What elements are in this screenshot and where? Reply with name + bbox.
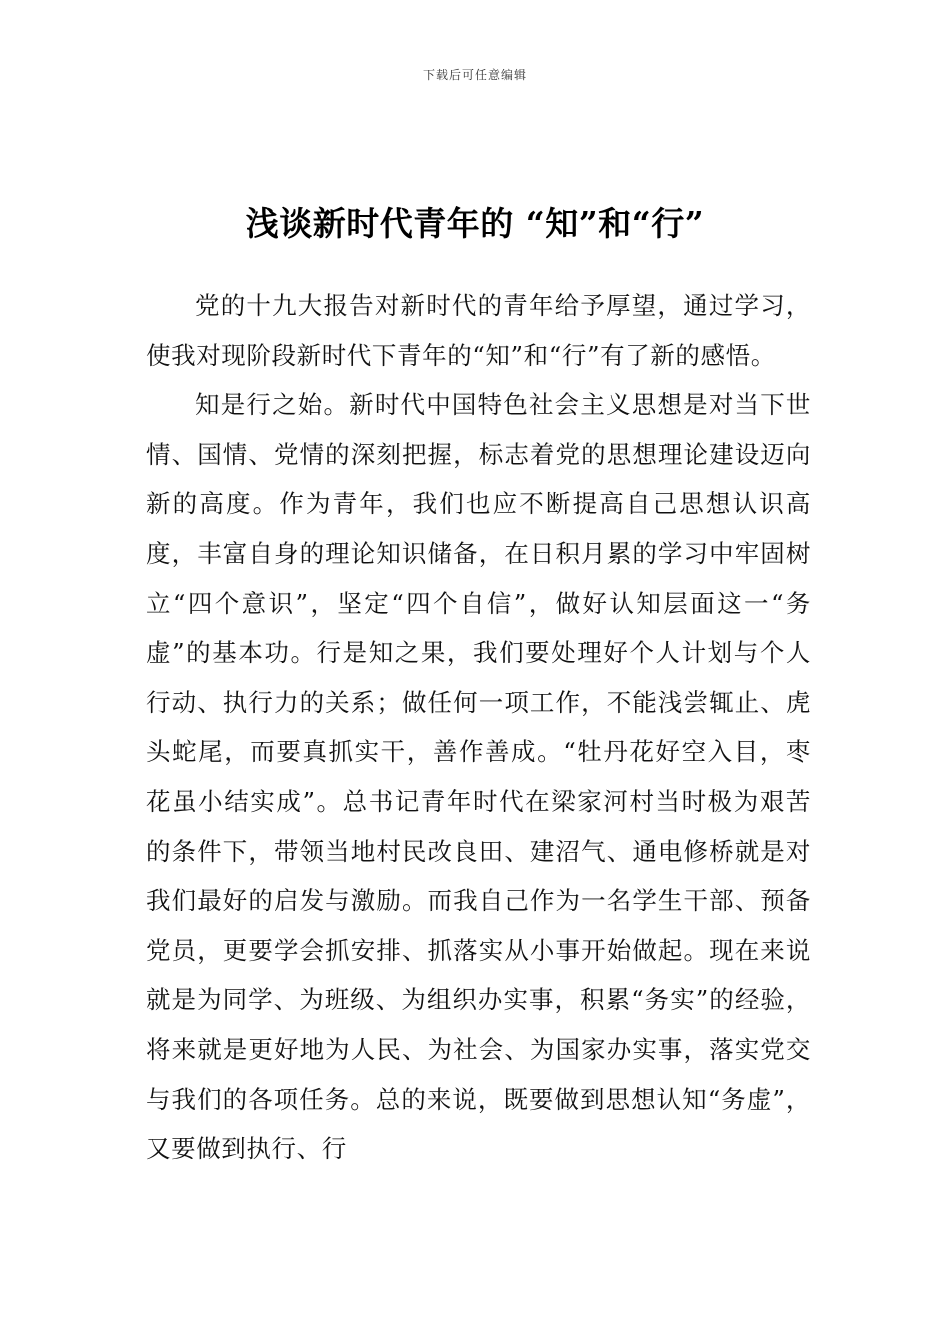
paragraph-main: 知是行之始。新时代中国特色社会主义思想是对当下世情、国情、党情的深刻把握，标志着党的思想理论建设迈向新的高度。作为青年，我们也应不断提高自己思想认识高度，丰富自身的理论知识储备，在日积月累的学习中牢固树立“四个意识”，坚定“四个自信”，做好认知层面这一“务虚”的基本功。行是知之果，我们要处理好个人计划与个人行动、执行力的关系；做任何一项工作，不能浅尝辄止、虎头蛇尾，而要真抓实干，善作善成。“牡丹花好空入目，枣花虽小结实成”。总书记青年时代在梁家河村当时极为艰苦的条件下，带领当地村民改良田、建沼气、通电修桥就是对我们最好的启发与激励。而我自己作为一名学生干部、预备党员，更要学会抓安排、抓落实从小事开始做起。现在来说就是为同学、为班级、为组织办实事，积累“务实”的经验，将来就是更好地为人民、为社会、为国家办实事，落实党交与我们的各项任务。总的来说，既要做到思想认知“务虚”，又要做到执行、行	[146, 390, 811, 1164]
document-body	[146, 281, 811, 1174]
paragraph-intro: 党的十九大报告对新时代的青年给予厚望，通过学习，使我对现阶段新时代下青年的“知”和“行”有了新的感悟。	[146, 291, 811, 370]
document-title: 浅谈新时代青年的 “知”和“行”	[245, 204, 705, 244]
header-note: 下载后可任意编辑	[422, 68, 527, 82]
